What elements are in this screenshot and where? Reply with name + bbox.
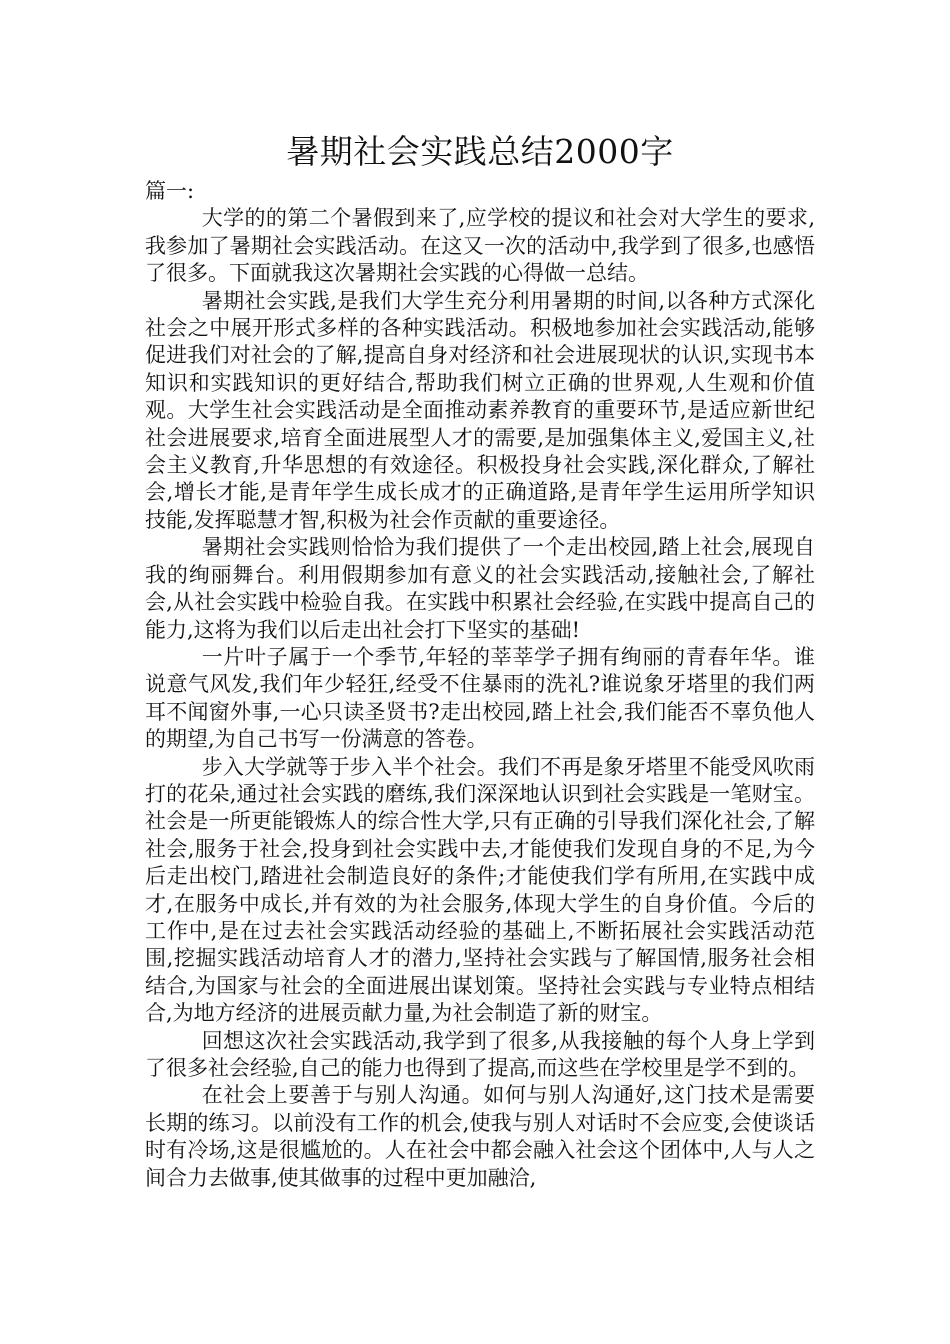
document-title: 暑期社会实践总结2000字 (286, 132, 674, 171)
paragraph-4: 一片叶子属于一个季节,年轻的莘莘学子拥有绚丽的青春年华。谁说意气风发,我们年少轻狂,经受不住暴雨的洗礼?谁说象牙塔里的我们两耳不闻窗外事,一心只读圣贤书?走出校园,踏上社会,我们能否不辜负他人的期望,为自己书写一份满意的答卷。 (145, 644, 815, 752)
paragraph-7: 在社会上要善于与别人沟通。如何与别人沟通好,这门技术是需要长期的练习。以前没有工作的机会,使我与别人对话时不会应变,会使谈话时有冷场,这是很尴尬的。人在社会中都会融入社会这个团体中,人与人之间合力去做事,使其做事的过程中更加融洽, (145, 1083, 815, 1190)
paragraph-3: 暑期社会实践则恰恰为我们提供了一个走出校园,踏上社会,展现自我的绚丽舞台。利用假期参加有意义的社会实践活动,接触社会,了解社会,从社会实践中检验自我。在实践中积累社会经验,在实践中提高自己的能力,这将为我们以后走出社会打下坚实的基础! (145, 535, 815, 642)
paragraph-6: 回想这次社会实践活动,我学到了很多,从我接触的每个人身上学到了很多社会经验,自己的能力也得到了提高,而这些在学校里是学不到的。 (145, 1028, 815, 1080)
paragraph-2: 暑期社会实践,是我们大学生充分利用暑期的时间,以各种方式深化社会之中展开形式多样的各种实践活动。积极地参加社会实践活动,能够促进我们对社会的了解,提高自身对经济和社会进展现状的认识,实现书本知识和实践知识的更好结合,帮助我们树立正确的世界观,人生观和价值观。大学生社会实践活动是全面推动素养教育的重要环节,是适应新世纪社会进展要求,培育全面进展型人才的需要,是加强集体主义,爱国主义,社会主义教育,升华思想的有效途径。积极投身社会实践,深化群众,了解社会,增长才能,是青年学生成长成才的正确道路,是青年学生运用所学知识技能,发挥聪慧才智,积极为社会作贡献的重要途径。 (145, 288, 815, 532)
document-page (145, 128, 815, 1192)
paragraph-1: 大学的的第二个暑假到来了,应学校的提议和社会对大学生的要求,我参加了暑期社会实践活动。在这又一次的活动中,我学到了很多,也感悟了很多。下面就我这次暑期社会实践的心得做一总结。 (145, 206, 815, 286)
paragraph-5: 步入大学就等于步入半个社会。我们不再是象牙塔里不能受风吹雨打的花朵,通过社会实践的磨练,我们深深地认识到社会实践是一笔财宝。社会是一所更能锻炼人的综合性大学,只有正确的引导我们深化社会,了解社会,服务于社会,投身到社会实践中去,才能使我们发现自身的不足,为今后走出校门,踏进社会制造良好的条件;才能使我们学有所用,在实践中成才,在服务中成长,并有效的为社会服务,体现大学生的自身价值。今后的工作中,是在过去社会实践活动经验的基础上,不断拓展社会实践活动范围,挖掘实践活动培育人才的潜力,坚持社会实践与了解国情,服务社会相结合,为国家与社会的全面进展出谋划策。坚持社会实践与专业特点相结合,为地方经济的进展贡献力量,为社会制造了新的财宝。 (145, 754, 815, 1026)
section-label: 篇一: (145, 179, 195, 203)
